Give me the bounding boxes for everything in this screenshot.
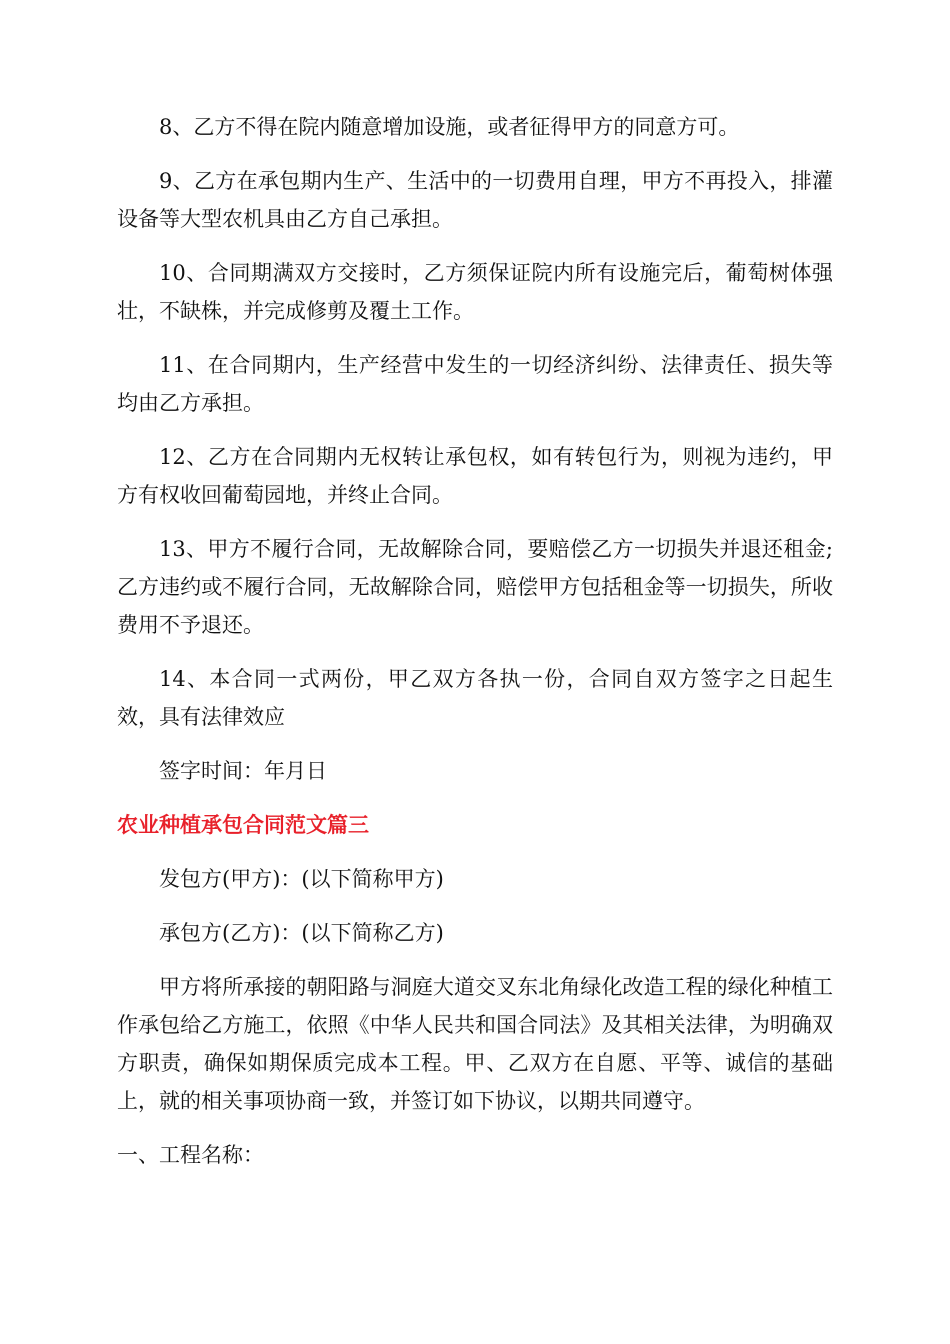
preamble-paragraph: 甲方将所承接的朝阳路与洞庭大道交叉东北角绿化改造工程的绿化种植工作承包给乙方施工，依照《中华人民共和国合同法》及其相关法律，为明确双方职责，确保如期保质完成本工程。甲、乙双方在自愿、平等、诚信的基础上，就的相关事项协商一致，并签订如下协议，以期共同遵守。 — [117, 975, 833, 1113]
project-name-item: 一、工程名称： — [117, 1143, 264, 1167]
document-page — [117, 108, 833, 1190]
clause-8: 8、乙方不得在院内随意增加设施，或者征得甲方的同意方可。 — [159, 115, 740, 139]
clause-13: 13、甲方不履行合同，无故解除合同，要赔偿乙方一切损失并退还租金;乙方违约或不履行合同，无故解除合同，赔偿甲方包括租金等一切损失，所收费用不予退还。 — [117, 537, 833, 637]
clause-10: 10、合同期满双方交接时，乙方须保证院内所有设施完后，葡萄树体强壮，不缺株，并完成修剪及覆土工作。 — [117, 261, 833, 323]
clause-14: 14、本合同一式两份，甲乙双方各执一份，合同自双方签字之日起生效，具有法律效应 — [117, 667, 833, 729]
clause-12: 12、乙方在合同期内无权转让承包权，如有转包行为，则视为违约，甲方有权收回葡萄园地，并终止合同。 — [117, 445, 833, 507]
clause-11: 11、在合同期内，生产经营中发生的一切经济纠纷、法律责任、损失等均由乙方承担。 — [117, 353, 833, 415]
party-a-line: 发包方(甲方)：(以下简称甲方) — [159, 867, 444, 891]
signature-date: 签字时间：年月日 — [159, 759, 327, 783]
clause-9: 9、乙方在承包期内生产、生活中的一切费用自理，甲方不再投入，排灌设备等大型农机具由乙方自己承担。 — [117, 169, 833, 231]
party-b-line: 承包方(乙方)：(以下简称乙方) — [159, 921, 444, 945]
section-heading: 农业种植承包合同范文篇三 — [117, 813, 369, 837]
